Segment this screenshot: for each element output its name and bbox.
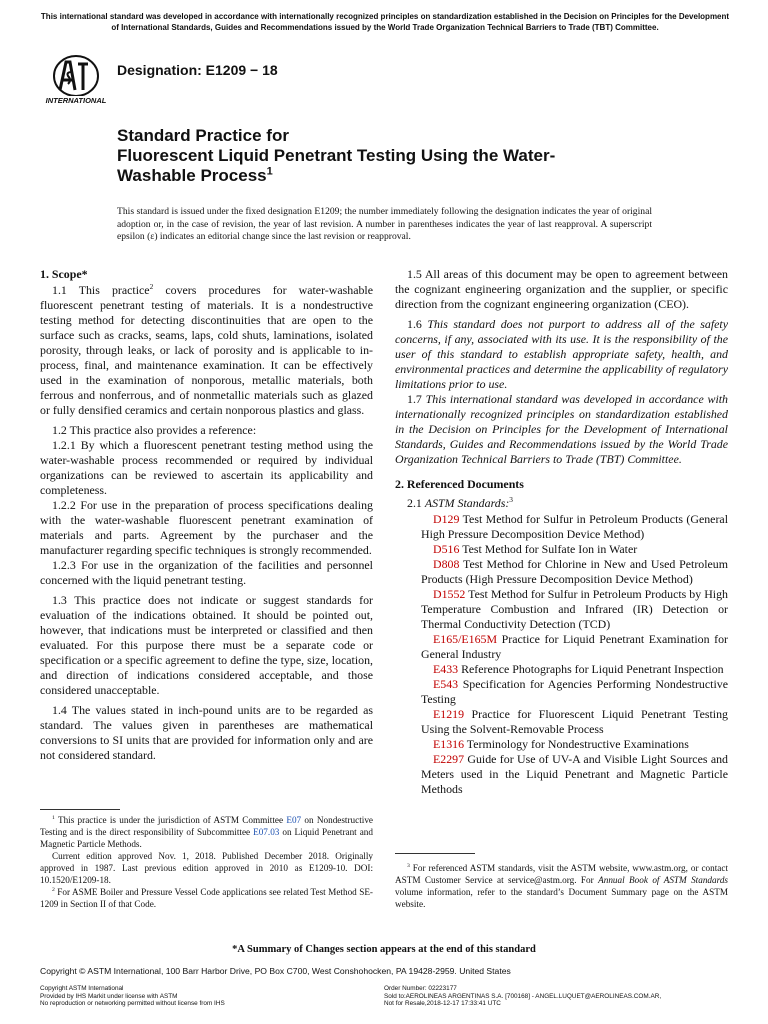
title-line-2: Fluorescent Liquid Penetrant Testing Using the Water-: [117, 146, 556, 165]
footnote-1-edition: Current edition approved Nov. 1, 2018. Published December 2018. Originally approved in 1987. Last previous edition approved in 2010 as E1209-10. DOI: 10.1520/E1209-18.: [40, 851, 373, 885]
astm-logo: [42, 54, 110, 106]
para-1-5: 1.5 All areas of this document may be open to agreement between the cognizant engineering organization and the supplier, or specific direction from the cognizant engineering organization (CEO).: [395, 267, 728, 311]
ref-code-link[interactable]: D129: [433, 512, 460, 526]
astm-logo-mark: [42, 54, 110, 106]
reference-item: E433 Reference Photographs for Liquid Penetrant Inspection: [433, 662, 724, 676]
document-title: [117, 126, 677, 186]
para-1-2-1: 1.2.1 By which a fluorescent penetrant testing method using the water-washable process recommended or required by individual organizations can be reviewed to ascertain its applicability and completeness.: [40, 438, 373, 497]
para-1-6: 1.6 This standard does not purport to address all of the safety concerns, if any, associated with its use. It is the responsibility of the user of this standard to establish appropriate safety, health, and environmental practices and determine the applicability of regulatory limitations prior to use.: [395, 317, 728, 391]
para-1-4: 1.4 The values stated in inch-pound units are to be regarded as standard. The values given in parentheses are mathematical conversions to SI units that are provided for information only and are not considered standard.: [40, 703, 373, 762]
footnote-2: $^2$ For ASME Boiler and Pressure Vessel Code applications see related Test Method SE-1209 in Section II of that Code.: [40, 886, 373, 909]
ref-code-link[interactable]: E1316: [433, 737, 465, 751]
logo-word: INTERNATIONAL: [45, 96, 107, 105]
footnote-1: $^1$ This practice is under the jurisdiction of ASTM Committee E07 on Nondestructive Testing and is the direct responsibility of Subcommittee E07.03 on Liquid Penetrant and Magnetic Particle Methods.: [40, 814, 373, 849]
tbt-notice: This international standard was developed in accordance with internationally recognized principles on standardization established in the Decision on Principles for the Development of International Standards, Guides and Recommendations issued by the World Trade Organization Technical Barriers to Trade (TBT) Committee.: [40, 12, 730, 32]
referenced-documents-heading: 2. Referenced Documents: [395, 477, 524, 491]
ref-code-link[interactable]: D1552: [433, 587, 466, 601]
scope-heading: 1. Scope*: [40, 267, 88, 281]
reference-item: E1219 Practice for Fluorescent Liquid Penetrant Testing Using the Solvent-Removable Process: [421, 707, 728, 736]
reference-item: E165/E165M Practice for Liquid Penetrant Examination for General Industry: [421, 632, 728, 661]
copyright-line: Copyright © ASTM International, 100 Barr Harbor Drive, PO Box C700, West Conshohocken, PA 19428-2959. United States: [40, 966, 511, 976]
designation: Designation: E1209 − 18: [117, 62, 278, 78]
reference-item: E2297 Guide for Use of UV-A and Visible Light Sources and Meters used in the Liquid Penetrant and Magnetic Particle Methods: [421, 752, 728, 796]
footnote-divider-right: [395, 853, 475, 854]
title-line-1: Standard Practice for: [117, 126, 289, 145]
reference-item: D129 Test Method for Sulfur in Petroleum Products (General High Pressure Decomposition Device Method): [421, 512, 728, 541]
reference-item: E543 Specification for Agencies Performing Nondestructive Testing: [421, 677, 728, 706]
order-info: Order Number: 02223177 Sold to:AEROLINEAS ARGENTINAS S.A. [700168] - ANGEL.LUQUET@AEROLINEAS.COM.AR, Not for Resale,2018-12-17 17:33:41 UTC: [384, 985, 662, 1008]
para-1-3: 1.3 This practice does not indicate or suggest standards for evaluation of the indications obtained. It should be pointed out, however, that indications must be interpreted or classified and then evaluated. For this purpose there must be a separate code or specification or a specific agreement to define the type, size, location, and direction of indications considered acceptable, and those considered unacceptable.: [40, 593, 373, 697]
issuance-note: This standard is issued under the fixed designation E1209; the number immediately following the designation indicates the year of original adoption or, in the case of revision, the year of last revision. A number in parentheses indicates the year of last reapproval. A superscript epsilon (ε) indicates an editorial change since the last revision or reapproval.: [117, 206, 652, 242]
footnote-divider: [40, 809, 120, 810]
para-1-2-3: 1.2.3 For use in the organization of the facilities and personnel concerned with the liquid penetrant testing.: [40, 558, 373, 587]
link-e07[interactable]: E07: [286, 815, 302, 825]
para-1-7: 1.7 This international standard was developed in accordance with internationally recognized principles on standardization established in the Decision on Principles for the Development of International Standards, Guides and Recommendations issued by the World Trade Organization Technical Barriers to Trade (TBT) Committee.: [395, 392, 728, 466]
para-1-2: 1.2 This practice also provides a reference:: [52, 423, 257, 437]
para-1-1: 1.1 This practice$^2$ covers procedures for water-washable fluorescent penetrant testing of materials. It is a nondestructive testing method for detecting discontinuities that are open to the surface such as cracks, seams, laps, cold shuts, laminations, isolated porosity, through leaks, or lack of porosity and is applicable to in-process, final, and maintenance examination. It can be effectively used in the examination of nonporous, metallic materials, both ferrous and nonferrous, and of nonmetallic materials such as glazed or fully densified ceramics and certain nonporous plastics and glass.: [40, 282, 373, 417]
ref-code-link[interactable]: E433: [433, 662, 459, 676]
ref-code-link[interactable]: E165/E165M: [433, 632, 498, 646]
ref-code-link[interactable]: E2297: [433, 752, 465, 766]
ref-code-link[interactable]: D808: [433, 557, 460, 571]
para-1-2-2: 1.2.2 For use in the preparation of process specifications dealing with the water-washable fluorescent penetrant examination of materials and parts. Agreement by the purchaser and the manufacturer regarding specific techniques is strongly recommended.: [40, 498, 373, 557]
left-footnotes: [40, 814, 373, 910]
footnote-3: $^3$ For referenced ASTM standards, visit the ASTM website, www.astm.org, or contact ASTM Customer Service at service@astm.org. For Annual Book of ASTM Standards volume information, refer to the standard’s Document Summary page on the ASTM website.: [395, 862, 729, 909]
summary-of-changes-note: *A Summary of Changes section appears at the end of this standard: [232, 944, 536, 955]
link-e07-03[interactable]: E07.03: [253, 827, 280, 837]
left-column: [40, 267, 373, 763]
reference-item: E1316 Terminology for Nondestructive Examinations: [433, 737, 689, 751]
right-column: [395, 267, 728, 797]
right-footnotes: [395, 862, 728, 910]
ref-code-link[interactable]: D516: [433, 542, 460, 556]
ref-code-link[interactable]: E1219: [433, 707, 465, 721]
astm-standards-label: 2.1 ASTM Standards:$^3$: [407, 495, 513, 510]
reference-item: D808 Test Method for Chlorine in New and Used Petroleum Products (High Pressure Decomposition Device Method): [421, 557, 728, 586]
ref-code-link[interactable]: E543: [433, 677, 459, 691]
reference-list: [395, 512, 728, 797]
license-notice: Copyright ASTM International Provided by IHS Markit under license with ASTM No reproduction or networking permitted without license from IHS: [40, 985, 225, 1008]
reference-item: D516 Test Method for Sulfate Ion in Water: [433, 542, 638, 556]
title-line-3: Washable Process$^1$: [117, 165, 273, 185]
reference-item: D1552 Test Method for Sulfur in Petroleum Products by High Temperature Combustion and Infrared (IR) Detection or Thermal Conductivity Detection (TCD): [421, 587, 728, 631]
